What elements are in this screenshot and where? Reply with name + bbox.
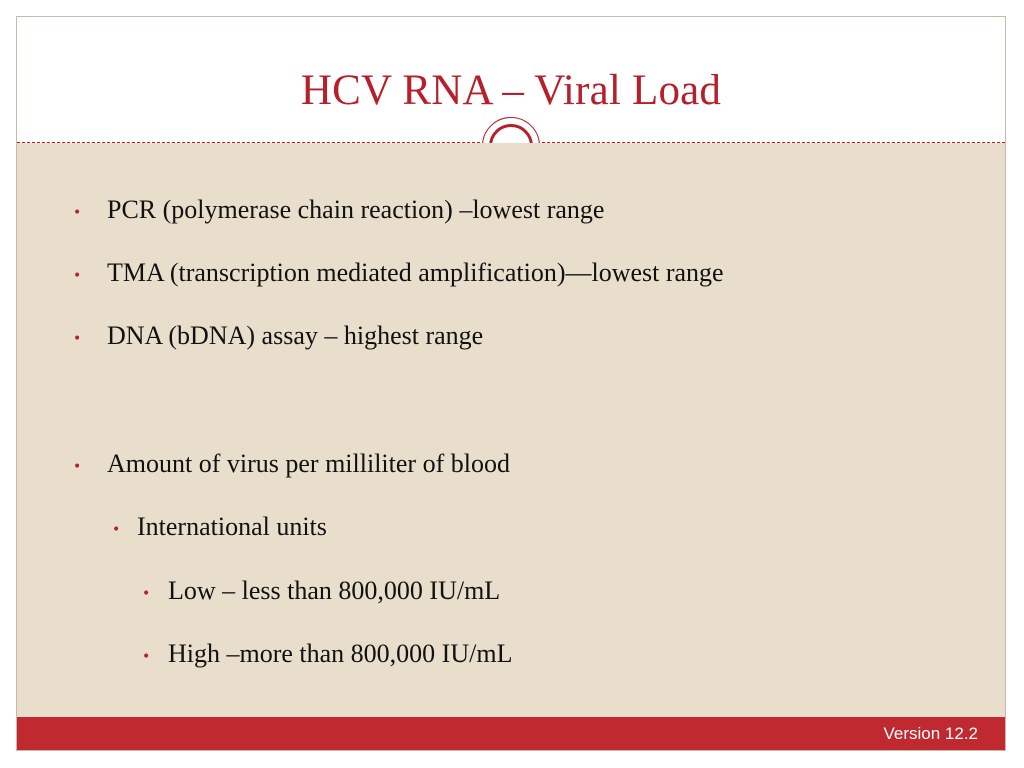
bullet-item: TMA (transcription mediated amplification)—lowest range bbox=[107, 258, 724, 287]
bullet-item: Amount of virus per milliliter of blood bbox=[107, 449, 510, 478]
bullet-list bbox=[17, 143, 1005, 717]
bullet-item: PCR (polymerase chain reaction) –lowest range bbox=[107, 195, 605, 224]
bullet-dot-icon: • bbox=[142, 649, 151, 665]
bullet-dot-icon: • bbox=[112, 522, 121, 538]
bullet-dot-icon: • bbox=[73, 268, 82, 284]
bullet-dot-icon: • bbox=[73, 205, 82, 221]
bullet-dot-icon: • bbox=[142, 586, 151, 602]
version-label: Version 12.2 bbox=[883, 724, 978, 743]
bullet-dot-icon: • bbox=[73, 459, 82, 475]
content-area bbox=[17, 143, 1005, 717]
slide-title: HCV RNA – Viral Load bbox=[300, 67, 722, 114]
footer-bar bbox=[17, 717, 1005, 750]
bullet-item: DNA (bDNA) assay – highest range bbox=[107, 321, 484, 350]
bullet-item: Low – less than 800,000 IU/mL bbox=[168, 576, 501, 605]
bullet-dot-icon: • bbox=[73, 331, 82, 347]
bullet-item: High –more than 800,000 IU/mL bbox=[168, 639, 513, 668]
bullet-item: International units bbox=[137, 512, 327, 541]
